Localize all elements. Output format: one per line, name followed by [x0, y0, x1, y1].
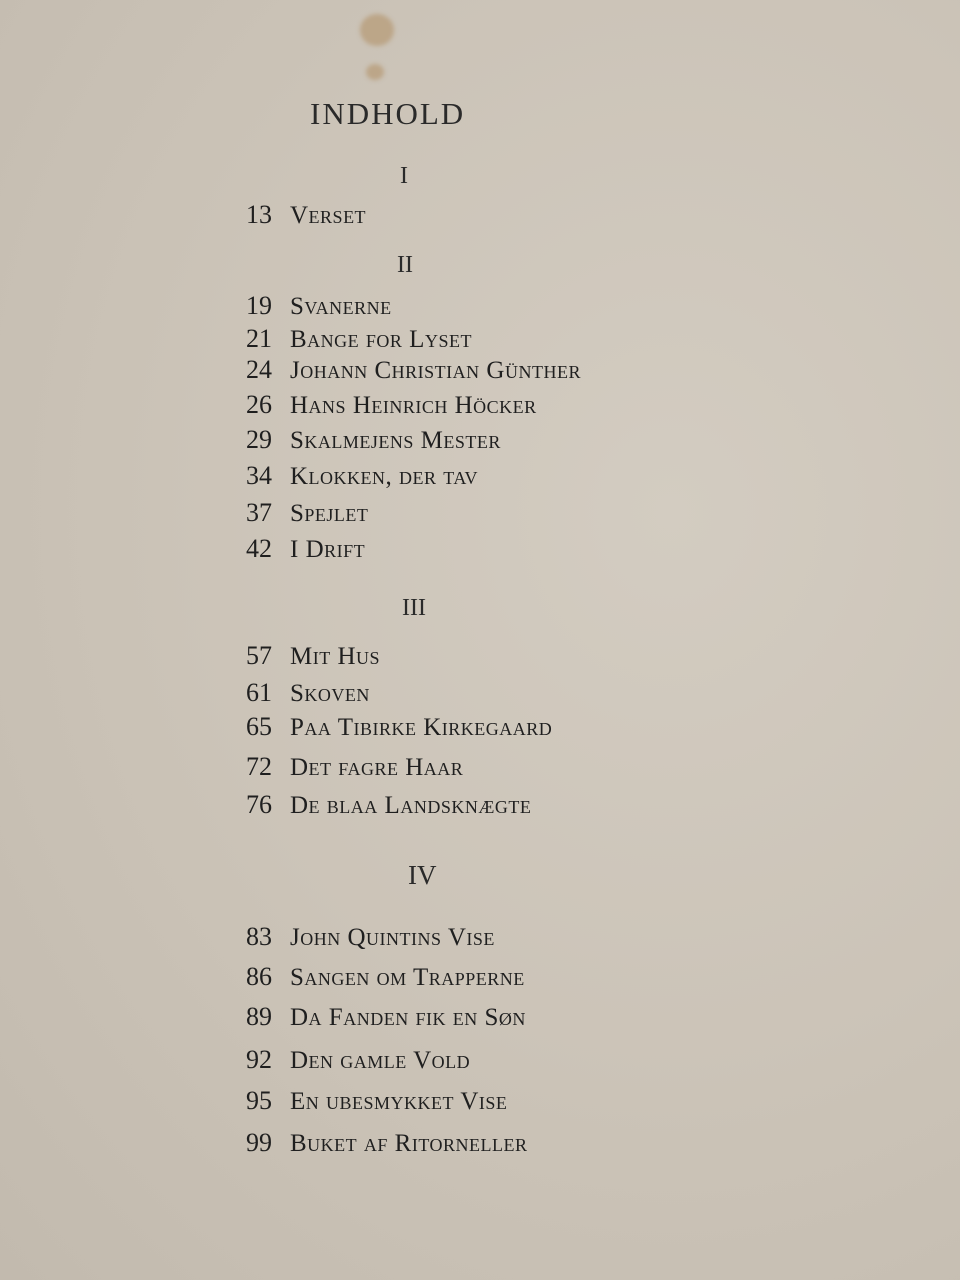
page-number: 95	[246, 1086, 272, 1115]
entry-title: Den gamle Vold	[290, 1047, 471, 1074]
toc-entry	[246, 790, 531, 820]
entry-title: Spejlet	[290, 500, 369, 527]
page-number: 42	[246, 534, 272, 563]
toc-entry	[246, 425, 501, 455]
toc-entry	[246, 1086, 507, 1116]
page-number: 92	[246, 1045, 272, 1074]
entry-title: Klokken, der tav	[290, 463, 479, 490]
page-number: 34	[246, 461, 272, 490]
toc-entry	[246, 200, 366, 230]
entry-title: Skoven	[290, 680, 370, 707]
page-number: 13	[246, 200, 272, 229]
toc-entry	[246, 461, 478, 491]
toc-entry	[246, 922, 495, 952]
toc-entry	[246, 678, 370, 708]
toc-entry	[246, 641, 380, 671]
page-number: 76	[246, 790, 272, 819]
toc-entry	[246, 390, 537, 420]
entry-title: Paa Tibirke Kirkegaard	[290, 714, 553, 741]
page-number: 37	[246, 498, 272, 527]
entry-title: Johann Christian Günther	[290, 357, 581, 384]
page-number: 26	[246, 390, 272, 419]
toc-entry	[246, 534, 365, 564]
page-number: 21	[246, 324, 272, 353]
entry-title: John Quintins Vise	[290, 924, 495, 951]
entry-title: Da Fanden fik en Søn	[290, 1004, 526, 1031]
entry-title: Sangen om Trapperne	[290, 964, 525, 991]
section-numeral: III	[402, 595, 426, 621]
page-number: 29	[246, 425, 272, 454]
page-number: 99	[246, 1128, 272, 1157]
page-title: INDHOLD	[310, 96, 466, 131]
entry-title: Verset	[290, 202, 367, 229]
toc-entry	[246, 1002, 526, 1032]
entry-title: Svanerne	[290, 293, 392, 320]
paper-stain	[360, 14, 394, 46]
entry-title: Skalmejens Mester	[290, 427, 501, 454]
page-number: 89	[246, 1002, 272, 1031]
toc-entry	[246, 1045, 470, 1075]
page-number: 24	[246, 355, 272, 384]
entry-title: Mit Hus	[290, 643, 381, 670]
entry-title: De blaa Landsknægte	[290, 792, 532, 819]
toc-entry	[246, 324, 472, 354]
toc-entry	[246, 291, 392, 321]
paper-stain	[366, 64, 384, 80]
toc-entry	[246, 712, 552, 742]
toc-entry	[246, 752, 463, 782]
entry-title: Bange for Lyset	[290, 326, 472, 353]
page-number: 83	[246, 922, 272, 951]
entry-title: I Drift	[290, 536, 366, 563]
page-number: 19	[246, 291, 272, 320]
toc-entry	[246, 355, 581, 385]
entry-title: En ubesmykket Vise	[290, 1088, 508, 1115]
toc-entry	[246, 962, 525, 992]
toc-entry	[246, 498, 368, 528]
toc-entry	[246, 1128, 528, 1158]
section-numeral: IV	[408, 860, 437, 890]
section-numeral: I	[400, 163, 408, 189]
page-number: 72	[246, 752, 272, 781]
section-numeral: II	[397, 252, 413, 278]
page-number: 86	[246, 962, 272, 991]
page-number: 57	[246, 641, 272, 670]
page-number: 65	[246, 712, 272, 741]
page-number: 61	[246, 678, 272, 707]
entry-title: Det fagre Haar	[290, 754, 464, 781]
entry-title: Hans Heinrich Höcker	[290, 392, 537, 419]
entry-title: Buket af Ritorneller	[290, 1130, 528, 1157]
